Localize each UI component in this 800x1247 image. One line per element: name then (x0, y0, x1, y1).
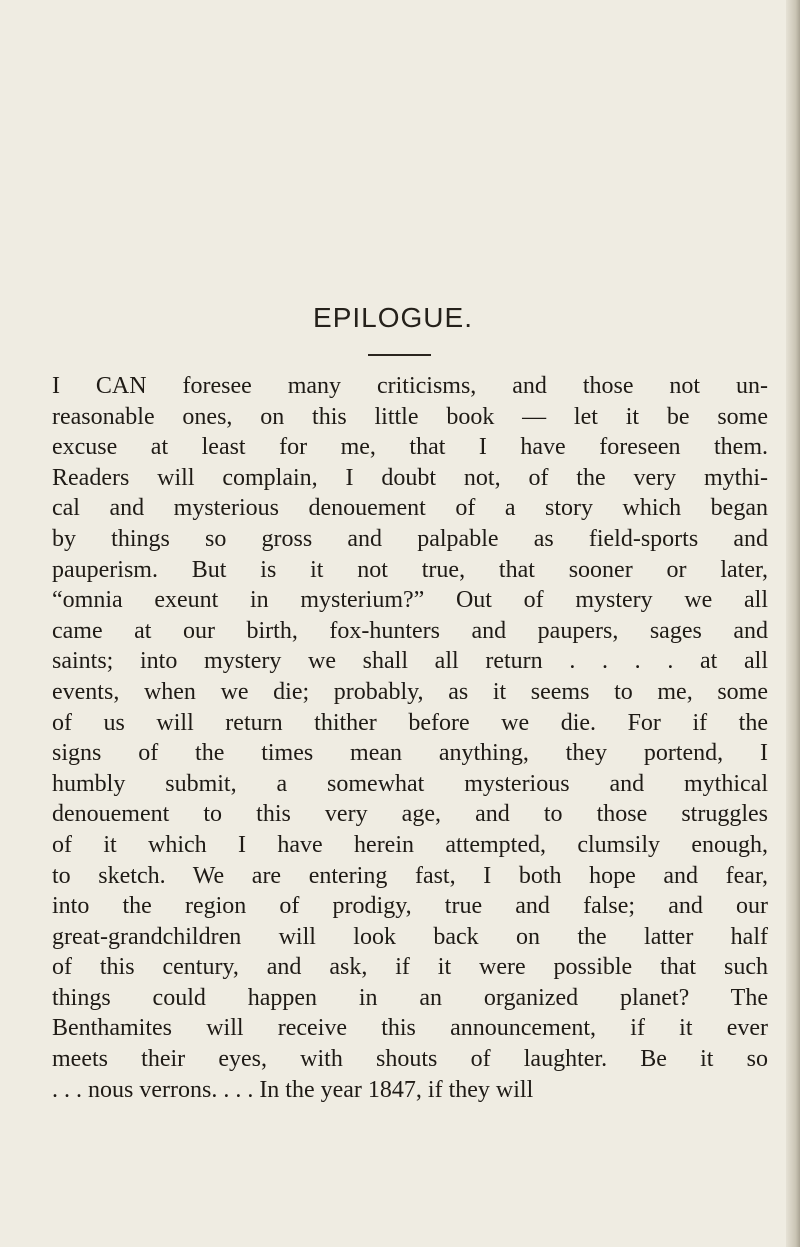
text-line: of this century, and ask, if it were possible that such (52, 954, 768, 981)
text-line: signs of the times mean anything, they portend, I (52, 740, 768, 767)
body-text (52, 371, 768, 1105)
page-edge-shadow (786, 0, 800, 1247)
text-line: of it which I have herein attempted, clumsily enough, (52, 831, 768, 858)
text-line: Readers will complain, I doubt not, of the very mythi- (52, 464, 768, 491)
text-line: meets their eyes, with shouts of laughter. Be it so (52, 1046, 768, 1073)
text-line: great-grandchildren will look back on the latter half (52, 923, 768, 950)
text-line: to sketch. We are entering fast, I both hope and fear, (52, 862, 768, 889)
text-line: reasonable ones, on this little book — let it be some (52, 403, 768, 430)
text-line: by things so gross and palpable as field-sports and (52, 525, 768, 552)
text-line: “omnia exeunt in mysterium?” Out of mystery we all (52, 587, 768, 614)
text-line: denouement to this very age, and to those struggles (52, 801, 768, 828)
text-line: Benthamites will receive this announcement, if it ever (52, 1015, 768, 1042)
text-line: of us will return thither before we die. For if the (52, 709, 768, 736)
text-line: saints; into mystery we shall all return . . . . at all (52, 648, 768, 675)
text-line: I CAN foresee many criticisms, and those not un- (52, 373, 768, 399)
text-line: events, when we die; probably, as it seems to me, some (52, 678, 768, 705)
text-line: things could happen in an organized planet? The (52, 984, 768, 1011)
text-line: humbly submit, a somewhat mysterious and mythical (52, 770, 768, 797)
title-rule (368, 354, 431, 356)
text-line: into the region of prodigy, true and false; and our (52, 893, 768, 920)
text-line: pauperism. But is it not true, that sooner or later, (52, 556, 768, 583)
text-line: came at our birth, fox-hunters and paupers, sages and (52, 617, 768, 644)
text-line: cal and mysterious denouement of a story which began (52, 495, 768, 522)
text-line: . . . nous verrons. . . . In the year 1847, if they will (52, 1076, 534, 1103)
chapter-title: EPILOGUE. (313, 302, 473, 333)
text-line: excuse at least for me, that I have foreseen them. (52, 434, 768, 461)
